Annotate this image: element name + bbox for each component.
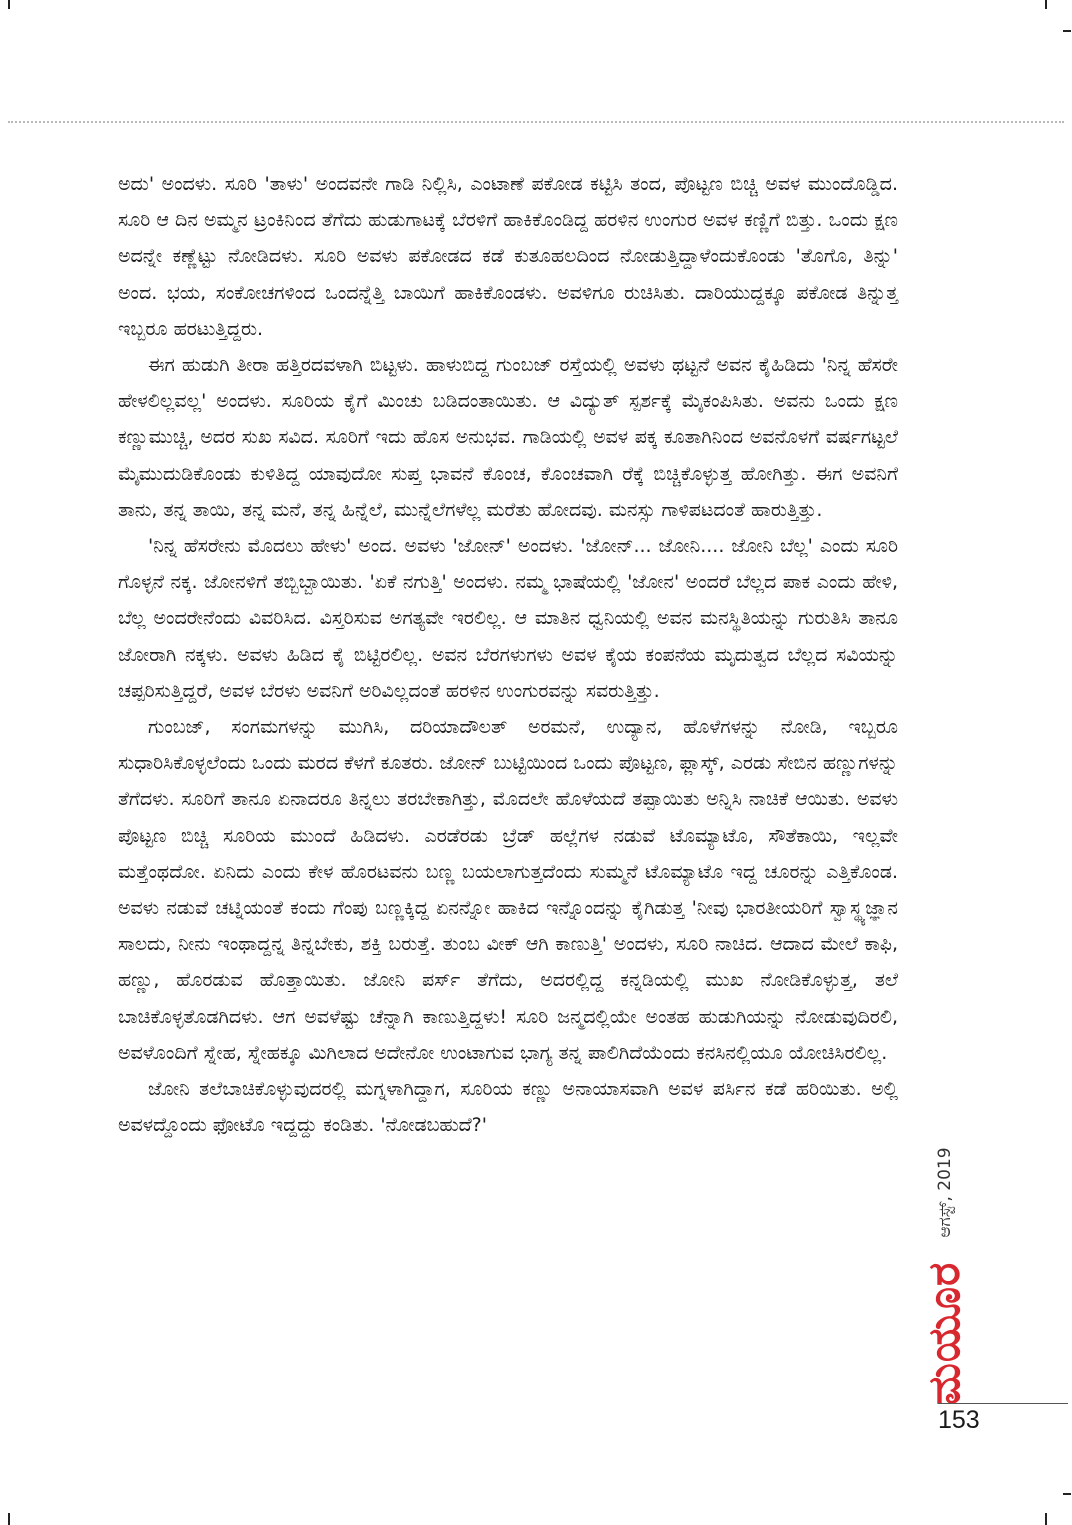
paragraph: ಜೋನಿ ತಲೆಬಾಚಿಕೊಳ್ಳುವುದರಲ್ಲಿ ಮಗ್ನಳಾಗಿದ್ದಾಗ, ಸೂರಿಯ ಕಣ್ಣು ಅನಾಯಾಸವಾಗಿ ಅವಳ ಪರ್ಸಿನ ಕಡೆ ಹರಿಯಿತು. ಅಲ್ಲಿ ಅವಳದ್ದೊಂದು ಫೋಟೊ ಇದ್ದದ್ದು ಕಂಡಿತು. 'ನೋಡಬಹುದೆ?' — [118, 1078, 898, 1137]
paragraph: ಅದು' ಅಂದಳು. ಸೂರಿ 'ತಾಳು' ಅಂದವನೇ ಗಾಡಿ ನಿಲ್ಲಿಸಿ, ಎಂಟಾಣೆ ಪಕೋಡ ಕಟ್ಟಿಸಿ ತಂದ, ಪೊಟ್ಟಣ ಬಿಚ್ಚಿ ಅವಳ ಮುಂದೊಡ್ಡಿದ. ಸೂರಿ ಆ ದಿನ ಅಮ್ಮನ ಟ್ರಂಕಿನಿಂದ ತೆಗೆದು ಹುಡುಗಾಟಕ್ಕೆ ಬೆರಳಿಗೆ ಹಾಕಿಕೊಂಡಿದ್ದ ಹರಳಿನ ಉಂಗುರ ಅವಳ ಕಣ್ಣಿಗೆ ಬಿತ್ತು. ಒಂದು ಕ್ಷಣ ಅದನ್ನೇ ಕಣ್ಣೆಟ್ಟು ನೋಡಿದಳು. ಸೂರಿ ಅವಳು ಪಕೋಡದ ಕಡೆ ಕುತೂಹಲದಿಂದ ನೋಡುತ್ತಿದ್ದಾಳೆಂದುಕೊಂಡು 'ತೊಗೊ, ತಿನ್ನು' ಅಂದ. ಭಯ, ಸಂಕೋಚಗಳಿಂದ ಒಂದನ್ನೆತ್ತಿ ಬಾಯಿಗೆ ಹಾಕಿಕೊಂಡಳು. ಅವಳಿಗೂ ರುಚಿಸಿತು. ದಾರಿಯುದ್ದಕ್ಕೂ ಪಕೋಡ ತಿನ್ನುತ್ತ ಇಬ್ಬರೂ ಹರಟುತ್ತಿದ್ದರು. — [118, 173, 898, 340]
crop-mark-bottom-right — [1045, 1513, 1047, 1525]
page-number-rule — [938, 1403, 1068, 1404]
magazine-logo: ಮಯೂರ — [919, 1261, 970, 1405]
crop-mark-bottom-left — [8, 1513, 10, 1525]
magazine-sidebar — [918, 1147, 972, 1405]
page-number: 153 — [938, 1406, 980, 1434]
paragraph: ಗುಂಬಜ್, ಸಂಗಮಗಳನ್ನು ಮುಗಿಸಿ, ದರಿಯಾದೌಲತ್ ಅರಮನೆ, ಉದ್ಯಾನ, ಹೊಳೆಗಳನ್ನು ನೋಡಿ, ಇಬ್ಬರೂ ಸುಧಾರಿಸಿಕೊಳ್ಳಲೆಂದು ಒಂದು ಮರದ ಕೆಳಗೆ ಕೂತರು. ಜೋನ್ ಬುಟ್ಟಿಯಿಂದ ಒಂದು ಪೊಟ್ಟಣ, ಫ್ಲಾಸ್ಕ್, ಎರಡು ಸೇಬಿನ ಹಣ್ಣುಗಳನ್ನು ತೆಗೆದಳು. ಸೂರಿಗೆ ತಾನೂ ಏನಾದರೂ ತಿನ್ನಲು ತರಬೇಕಾಗಿತ್ತು, ಮೊದಲೇ ಹೊಳೆಯದೆ ತಪ್ಪಾಯಿತು ಅನ್ನಿಸಿ ನಾಚಿಕೆ ಆಯಿತು. ಅವಳು ಪೊಟ್ಟಣ ಬಿಚ್ಚಿ ಸೂರಿಯ ಮುಂದೆ ಹಿಡಿದಳು. ಎರಡೆರಡು ಬ್ರೆಡ್ ಹಲ್ಲೆಗಳ ನಡುವೆ ಟೊಮ್ಯಾಟೊ, ಸೌತೆಕಾಯಿ, ಇಲ್ಲವೇ ಮತ್ತೆಂಥದೋ. ಏನಿದು ಎಂದು ಕೇಳ ಹೊರಟವನು ಬಣ್ಣ ಬಯಲಾಗುತ್ತದೆಂದು ಸುಮ್ಮನೆ ಟೊಮ್ಯಾಟೊ ಇದ್ದ ಚೂರನ್ನು ಎತ್ತಿಕೊಂಡ. ಅವಳು ನಡುವೆ ಚಟ್ನಿಯಂತೆ ಕಂದು ಗೆಂಪು ಬಣ್ಣಕ್ಕಿದ್ದ ಏನನ್ನೋ ಹಾಕಿದ ಇನ್ನೊಂದನ್ನು ಕೈಗಿಡುತ್ತ 'ನೀವು ಭಾರತೀಯರಿಗೆ ಸ್ವಾಸ್ಥ್ಯಜ್ಞಾನ ಸಾಲದು, ನೀನು ಇಂಥಾದ್ದನ್ನ ತಿನ್ನಬೇಕು, ಶಕ್ತಿ ಬರುತ್ತೆ. ತುಂಬ ವೀಕ್ ಆಗಿ ಕಾಣುತ್ತಿ' ಅಂದಳು, ಸೂರಿ ನಾಚಿದ. ಆದಾದ ಮೇಲೆ ಕಾಫಿ, ಹಣ್ಣು, ಹೊರಡುವ ಹೊತ್ತಾಯಿತು. ಜೋನಿ ಪರ್ಸ್ ತೆಗೆದು, ಅದರಲ್ಲಿದ್ದ ಕನ್ನಡಿಯಲ್ಲಿ ಮುಖ ನೋಡಿಕೊಳ್ಳುತ್ತ, ತಲೆ ಬಾಚಿಕೊಳ್ಳತೊಡಗಿದಳು. ಆಗ ಅವಳೆಷ್ಟು ಚೆನ್ನಾಗಿ ಕಾಣುತ್ತಿದ್ದಳು! ಸೂರಿ ಜನ್ಮದಲ್ಲಿಯೇ ಅಂತಹ ಹುಡುಗಿಯನ್ನು ನೋಡುವುದಿರಲಿ, ಅವಳೊಂದಿಗೆ ಸ್ನೇಹ, ಸ್ನೇಹಕ್ಕೂ ಮಿಗಿಲಾದ ಅದೇನೋ ಉಂಟಾಗುವ ಭಾಗ್ಯ ತನ್ನ ಪಾಲಿಗಿದೆಯೆಂದು ಕನಸಿನಲ್ಲಿಯೂ ಯೋಚಿಸಿರಲಿಲ್ಲ. — [118, 716, 898, 1064]
paragraph: ಈಗ ಹುಡುಗಿ ತೀರಾ ಹತ್ತಿರದವಳಾಗಿ ಬಿಟ್ಟಳು. ಹಾಳುಬಿದ್ದ ಗುಂಬಜ್ ರಸ್ತೆಯಲ್ಲಿ ಅವಳು ಥಟ್ಟನೆ ಅವನ ಕೈಹಿಡಿದು 'ನಿನ್ನ ಹೆಸರೇ ಹೇಳಲಿಲ್ಲವಲ್ಲ' ಅಂದಳು. ಸೂರಿಯ ಕೈಗೆ ಮಿಂಚು ಬಡಿದಂತಾಯಿತು. ಆ ವಿದ್ಯುತ್ ಸ್ಪರ್ಶಕ್ಕೆ ಮೈಕಂಪಿಸಿತು. ಅವನು ಒಂದು ಕ್ಷಣ ಕಣ್ಣುಮುಚ್ಚಿ, ಅದರ ಸುಖ ಸವಿದ. ಸೂರಿಗೆ ಇದು ಹೊಸ ಅನುಭವ. ಗಾಡಿಯಲ್ಲಿ ಅವಳ ಪಕ್ಕ ಕೂತಾಗಿನಿಂದ ಅವನೊಳಗೆ ವರ್ಷಗಟ್ಟಲೆ ಮೈಮುದುಡಿಕೊಂಡು ಕುಳಿತಿದ್ದ ಯಾವುದೋ ಸುಪ್ತ ಭಾವನೆ ಕೊಂಚ, ಕೊಂಚವಾಗಿ ರೆಕ್ಕೆ ಬಿಚ್ಚಿಕೊಳ್ಳುತ್ತ ಹೋಗಿತ್ತು. ಈಗ ಅವನಿಗೆ ತಾನು, ತನ್ನ ತಾಯಿ, ತನ್ನ ಮನೆ, ತನ್ನ ಹಿನ್ನೆಲೆ, ಮುನ್ನೆಲೆಗಳೆಲ್ಲ ಮರೆತು ಹೋದವು. ಮನಸ್ಸು ಗಾಳಿಪಟದಂತೆ ಹಾರುತ್ತಿತ್ತು. — [118, 354, 898, 521]
header-dotted-rule — [8, 121, 1064, 123]
crop-mark-right-upper — [1063, 30, 1071, 32]
paragraph: 'ನಿನ್ನ ಹೆಸರೇನು ಮೊದಲು ಹೇಳು' ಅಂದ. ಅವಳು 'ಜೋನ್' ಅಂದಳು. 'ಜೋನ್... ಜೋನಿ.... ಜೋನಿ ಬೆಲ್ಲ' ಎಂದು ಸೂರಿ ಗೊಳ್ಳನೆ ನಕ್ಕ. ಜೋನಳಿಗೆ ತಬ್ಬಿಬ್ಬಾಯಿತು. 'ಏಕೆ ನಗುತ್ತಿ' ಅಂದಳು. ನಮ್ಮ ಭಾಷೆಯಲ್ಲಿ 'ಜೋನ' ಅಂದರೆ ಬೆಲ್ಲದ ಪಾಕ ಎಂದು ಹೇಳಿ, ಬೆಲ್ಲ ಅಂದರೇನೆಂದು ವಿವರಿಸಿದ. ವಿಸ್ತರಿಸುವ ಅಗತ್ಯವೇ ಇರಲಿಲ್ಲ. ಆ ಮಾತಿನ ಧ್ವನಿಯಲ್ಲಿ ಅವನ ಮನಸ್ಥಿತಿಯನ್ನು ಗುರುತಿಸಿ ತಾನೂ ಜೋರಾಗಿ ನಕ್ಕಳು. ಅವಳು ಹಿಡಿದ ಕೈ ಬಿಟ್ಟಿರಲಿಲ್ಲ. ಅವನ ಬೆರಗಳುಗಳು ಅವಳ ಕೈಯ ಕಂಪನೆಯ ಮೃದುತ್ವದ ಬೆಲ್ಲದ ಸವಿಯನ್ನು ಚಪ್ಪರಿಸುತ್ತಿದ್ದರೆ, ಅವಳ ಬೆರಳು ಅವನಿಗೆ ಅರಿವಿಲ್ಲದಂತೆ ಹರಳಿನ ಉಂಗುರವನ್ನು ಸವರುತ್ತಿತ್ತು. — [118, 535, 898, 702]
article-body — [118, 166, 898, 1143]
crop-mark-right-lower — [1063, 1493, 1071, 1495]
issue-date: ಆಗಸ್ಟ್, 2019 — [935, 1147, 955, 1238]
crop-mark-top-right — [1045, 0, 1047, 9]
crop-mark-top-left — [8, 0, 10, 9]
